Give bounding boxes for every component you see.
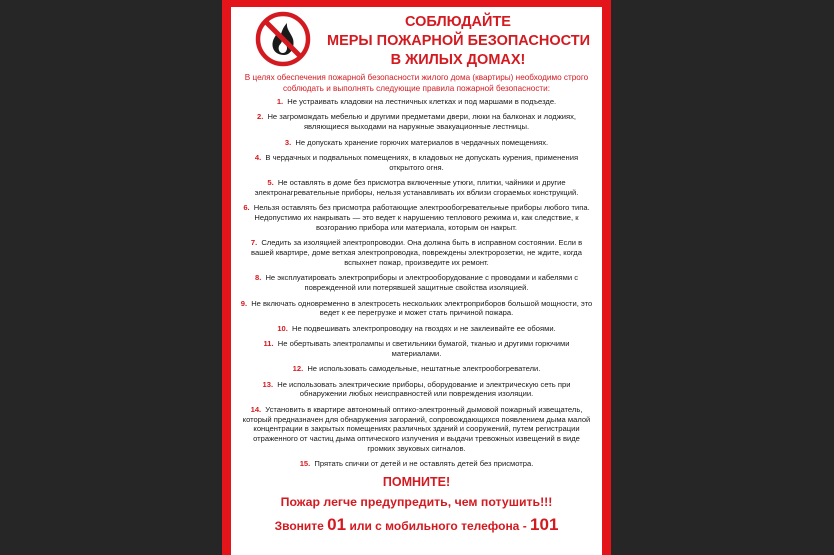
rule-text: Нельзя оставлять без присмотра работающие электрообогревательные приборы любого типа. Недопустимо их накрывать — это ведет к нарушению теплового режима и, как следствие, к возгоранию прибора или материала, которым он накрыт. bbox=[253, 203, 590, 232]
rule-text: Не оставлять в доме без присмотра включенные утюги, плитки, чайники и другие электронагревательные приборы, нельзя устанавливать их вблизи сгораемых конструкций. bbox=[254, 178, 579, 197]
call-prefix: Звоните bbox=[274, 518, 324, 533]
rule-number: 11. bbox=[263, 339, 274, 349]
rule-text: Не подвешивать электропроводку на гвоздях и не заклеивайте ее обоями. bbox=[292, 323, 556, 333]
rule-number: 14. bbox=[250, 404, 262, 414]
rule-item bbox=[239, 299, 594, 319]
rule-item bbox=[239, 153, 594, 173]
rule-text: Не устраивать кладовки на лестничных клетках и под маршами в подъезде. bbox=[287, 97, 557, 106]
intro-text: В целях обеспечения пожарной безопасности жилого дома (квартиры) необходимо строго соблюдать и выполнять следующие правила пожарной безопасности: bbox=[244, 73, 589, 93]
rule-item bbox=[239, 112, 594, 132]
rule-item bbox=[239, 380, 594, 400]
rule-number: 12. bbox=[292, 364, 304, 374]
prevent-slogan: Пожар легче предупредить, чем потушить!!! bbox=[280, 494, 553, 509]
rule-number: 1. bbox=[276, 97, 284, 106]
no-fire-sign-icon bbox=[255, 11, 311, 67]
rule-number: 7. bbox=[250, 238, 258, 248]
rule-item bbox=[239, 273, 594, 293]
title-line-2: МЕРЫ ПОЖАРНОЙ БЕЗОПАСНОСТИ bbox=[327, 33, 591, 49]
rule-number: 5. bbox=[267, 178, 274, 188]
rule-item bbox=[239, 238, 594, 267]
rule-number: 13. bbox=[262, 379, 274, 389]
rule-number: 6. bbox=[243, 203, 250, 213]
rule-number: 2. bbox=[256, 112, 264, 122]
rule-item bbox=[239, 405, 594, 454]
rules-list bbox=[239, 97, 594, 469]
rule-item bbox=[239, 178, 594, 198]
rule-text: Не обертывать электролампы и светильники бумагой, тканью и другими горючими материалами. bbox=[277, 339, 570, 358]
rule-item bbox=[239, 97, 594, 107]
rule-number: 4. bbox=[254, 152, 262, 162]
rule-number: 3. bbox=[284, 137, 292, 147]
rule-text: В чердачных и подвальных помещениях, в кладовых не допускать курения, применения открытого огня. bbox=[265, 152, 579, 172]
rule-item bbox=[239, 364, 594, 374]
poster-title bbox=[327, 13, 589, 70]
rule-number: 9. bbox=[240, 298, 248, 308]
call-middle: или с мобильного телефона - bbox=[349, 518, 527, 533]
rule-text: Установить в квартире автономный оптико-электронный дымовой пожарный извещатель, который предназначен для обнаружения загораний, сопровождающихся появлением дыма малой концентрации в закрытых помещениях различных зданий и сооружений, путем регистрации отраженного от частиц дыма оптического излучения и выдачи тревожных извещений в виде громких звуковых сигналов. bbox=[242, 404, 591, 454]
emergency-number-101: 101 bbox=[530, 514, 559, 534]
title-line-3: В ЖИЛЫХ ДОМАХ! bbox=[390, 52, 526, 68]
rule-number: 10. bbox=[277, 323, 288, 333]
emergency-call-line bbox=[239, 515, 594, 536]
rule-text: Не допускать хранение горючих материалов в чердачных помещениях. bbox=[295, 137, 549, 147]
poster-content bbox=[231, 7, 602, 555]
title-line-1: СОБЛЮДАЙТЕ bbox=[405, 14, 511, 30]
rule-item bbox=[239, 138, 594, 148]
rule-text: Не использовать электрические приборы, оборудование и электрическую сеть при обнаружении любых неисправностей или повреждения изоляции. bbox=[277, 379, 571, 399]
rule-item bbox=[239, 203, 594, 232]
rule-item bbox=[239, 459, 594, 469]
rule-text: Не использовать самодельные, нештатные электрообогреватели. bbox=[307, 364, 541, 374]
fire-safety-poster bbox=[222, 0, 611, 555]
rule-number: 8. bbox=[254, 273, 262, 283]
remember-heading: ПОМНИТЕ! bbox=[382, 474, 451, 489]
rule-text: Не загромождать мебелью и другими предметами двери, люки на балконах и лоджиях, являющиеся выходами на наружные эвакуационные лестницы. bbox=[267, 112, 577, 132]
rule-text: Прятать спички от детей и не оставлять детей без присмотра. bbox=[314, 459, 534, 469]
poster-header bbox=[239, 7, 594, 71]
rule-number: 15. bbox=[299, 459, 311, 469]
rule-text: Не включать одновременно в электросеть нескольких электроприборов большой мощности, это ведет к ее перегрузке и может стать причиной пожара. bbox=[251, 298, 593, 318]
rule-item bbox=[239, 324, 594, 334]
rule-text: Следить за изоляцией электропроводки. Она должна быть в исправном состоянии. Если в вашей квартире, доме ветхая электропроводка, повреждены электророзетки, не ждите, когда вспыхнет пожар, произведите их ремонт. bbox=[251, 238, 583, 267]
emergency-number-01: 01 bbox=[327, 514, 347, 534]
rule-text: Не эксплуатировать электроприборы и электрооборудование с проводами и кабелями с поврежденной или потерявшей защитные свойства изоляцией. bbox=[265, 273, 579, 293]
rule-item bbox=[239, 339, 594, 359]
